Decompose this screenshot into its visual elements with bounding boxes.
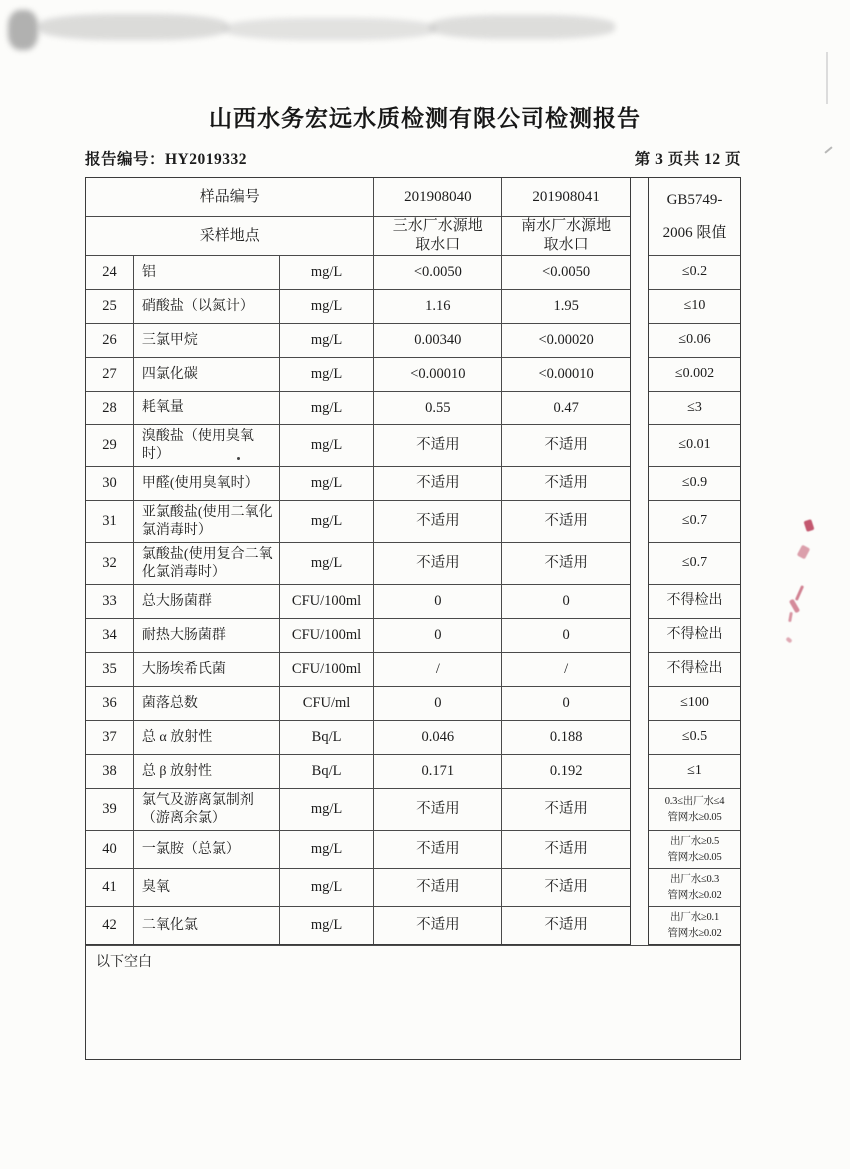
param-name: 四氯化碳 xyxy=(134,358,280,391)
row-number: 27 xyxy=(86,358,134,391)
limit-value: ≤1 xyxy=(649,754,740,788)
param-name: 氯气及游离氯制剂（游离余氯） xyxy=(134,789,280,830)
param-unit: CFU/100ml xyxy=(280,653,375,686)
sample1-value: 不适用 xyxy=(374,907,502,944)
sample2-value: 不适用 xyxy=(544,801,588,818)
row-number: 42 xyxy=(86,907,134,944)
row-number: 40 xyxy=(86,831,134,868)
table-row xyxy=(86,830,630,868)
page-indicator: 第 3 页共 12 页 xyxy=(634,151,741,168)
main-table xyxy=(85,177,631,945)
param-unit: mg/L xyxy=(280,543,375,584)
location-label: 采样地点 xyxy=(86,217,374,255)
sample-no-label: 样品编号 xyxy=(86,178,374,216)
param-unit: CFU/100ml xyxy=(280,585,375,618)
param-unit: mg/L xyxy=(280,392,375,424)
row-number: 28 xyxy=(86,392,134,424)
sample2-value: 0.188 xyxy=(549,729,583,746)
page-title: 山西水务宏远水质检测有限公司检测报告 xyxy=(209,106,641,132)
red-bleed-mark xyxy=(785,637,792,644)
table-row xyxy=(86,289,630,323)
scan-smudge xyxy=(38,14,228,40)
sample2-value: 不适用 xyxy=(544,879,588,896)
sample2-value: 不适用 xyxy=(544,917,588,934)
row-number: 31 xyxy=(86,501,134,542)
location-1: 三水厂水源地取水口 xyxy=(374,217,502,255)
footer-blank-row xyxy=(85,945,741,1060)
param-unit: CFU/ml xyxy=(280,687,375,720)
sample1-value: <0.00010 xyxy=(374,358,502,391)
sample2-value: 不适用 xyxy=(544,513,588,530)
red-bleed-mark xyxy=(795,585,804,601)
param-name: 亚氯酸盐(使用二氧化氯消毒时） xyxy=(134,501,280,542)
param-name: 总大肠菌群 xyxy=(134,585,280,618)
sample2-value: <0.00010 xyxy=(538,366,594,383)
param-unit: mg/L xyxy=(280,425,375,466)
row-number: 26 xyxy=(86,324,134,357)
param-unit: Bq/L xyxy=(280,755,375,788)
row-number: 35 xyxy=(86,653,134,686)
row-number: 30 xyxy=(86,467,134,500)
table-row xyxy=(86,906,630,944)
sample2-value: 1.95 xyxy=(553,298,579,315)
sample2-value: <0.0050 xyxy=(542,264,591,281)
table-row xyxy=(86,868,630,906)
param-name: 臭氧 xyxy=(134,869,280,906)
limit-header-line2: 2006 限值 xyxy=(662,224,727,241)
sample2-value: 0 xyxy=(562,593,570,610)
limit-value: 出厂水≤0.3 管网水≥0.02 xyxy=(649,868,740,906)
sample1-value: / xyxy=(374,653,502,686)
sample2-value: <0.00020 xyxy=(538,332,594,349)
sample2-value: 0.192 xyxy=(549,763,583,780)
param-name: 铝 xyxy=(134,256,280,289)
sample1-value: 不适用 xyxy=(374,501,502,542)
table-row xyxy=(86,323,630,357)
sample1-value: 不适用 xyxy=(374,467,502,500)
limit-value: ≤10 xyxy=(649,289,740,323)
sample1-value: 0 xyxy=(374,687,502,720)
sample1-value: 不适用 xyxy=(374,425,502,466)
limit-value: ≤0.5 xyxy=(649,720,740,754)
location-2: 南水厂水源地取水口 xyxy=(521,218,612,253)
param-name: 耗氧量 xyxy=(134,392,280,424)
limit-value: ≤0.7 xyxy=(649,500,740,542)
limit-value: 不得检出 xyxy=(649,618,740,652)
param-name: 三氯甲烷 xyxy=(134,324,280,357)
param-unit: mg/L xyxy=(280,907,375,944)
red-bleed-mark xyxy=(803,519,814,532)
param-unit: mg/L xyxy=(280,501,375,542)
sample1-value: 0.171 xyxy=(374,755,502,788)
table-row xyxy=(86,788,630,830)
limit-value: 不得检出 xyxy=(649,584,740,618)
limit-column xyxy=(648,177,741,945)
param-unit: mg/L xyxy=(280,831,375,868)
param-unit: mg/L xyxy=(280,467,375,500)
table-row xyxy=(86,618,630,652)
param-unit: CFU/100ml xyxy=(280,619,375,652)
limit-value: ≤0.01 xyxy=(649,424,740,466)
row-number: 24 xyxy=(86,256,134,289)
sample2-value: 0.47 xyxy=(553,399,579,416)
sample1-value: 不适用 xyxy=(374,543,502,584)
row-number: 36 xyxy=(86,687,134,720)
sample2-value: 不适用 xyxy=(544,475,588,492)
scan-smudge xyxy=(8,10,38,50)
limit-value: 不得检出 xyxy=(649,652,740,686)
limit-header xyxy=(649,178,740,255)
scan-smudge xyxy=(225,18,435,40)
param-name: 二氧化氯 xyxy=(134,907,280,944)
param-unit: mg/L xyxy=(280,789,375,830)
param-name: 溴酸盐（使用臭氧时） xyxy=(134,425,280,466)
row-number: 38 xyxy=(86,755,134,788)
header-row-location xyxy=(86,216,630,255)
table-row xyxy=(86,466,630,500)
limit-value: ≤0.002 xyxy=(649,357,740,391)
table-row xyxy=(86,686,630,720)
limit-value: ≤0.9 xyxy=(649,466,740,500)
limit-value: 0.3≤出厂水≤4 管网水≥0.05 xyxy=(649,788,740,830)
table-row xyxy=(86,391,630,424)
red-bleed-mark xyxy=(797,545,811,560)
table-row xyxy=(86,424,630,466)
sample1-value: 0 xyxy=(374,585,502,618)
param-name: 耐热大肠菌群 xyxy=(134,619,280,652)
param-unit: mg/L xyxy=(280,869,375,906)
results-table xyxy=(85,177,741,1060)
sample2-value: 不适用 xyxy=(544,841,588,858)
row-number: 33 xyxy=(86,585,134,618)
table-row xyxy=(86,255,630,289)
param-name: 氯酸盐(使用复合二氧化氯消毒时） xyxy=(134,543,280,584)
param-name: 总 α 放射性 xyxy=(134,721,280,754)
table-row xyxy=(86,754,630,788)
param-name: 硝酸盐（以氮计） xyxy=(134,290,280,323)
row-number: 41 xyxy=(86,869,134,906)
param-unit: mg/L xyxy=(280,358,375,391)
sample2-value: / xyxy=(564,661,569,678)
sample2-value: 不适用 xyxy=(544,555,588,572)
sample2-value: 0 xyxy=(562,695,570,712)
red-bleed-mark xyxy=(788,612,793,622)
sample1-value: 0.55 xyxy=(374,392,502,424)
row-number: 25 xyxy=(86,290,134,323)
sample1-value: 1.16 xyxy=(374,290,502,323)
table-row xyxy=(86,542,630,584)
limit-value: 出厂水≥0.5 管网水≥0.05 xyxy=(649,830,740,868)
param-name: 大肠埃希氏菌 xyxy=(134,653,280,686)
scan-line-artifact xyxy=(826,52,828,104)
param-name: 甲醛(使用臭氧时） xyxy=(134,467,280,500)
param-unit: mg/L xyxy=(280,290,375,323)
limit-value: ≤0.2 xyxy=(649,255,740,289)
param-name: 菌落总数 xyxy=(134,687,280,720)
row-number: 39 xyxy=(86,789,134,830)
sample2-value: 0 xyxy=(562,627,570,644)
sample1-value: 0.00340 xyxy=(374,324,502,357)
sample-id-2: 201908041 xyxy=(532,188,600,205)
sample1-value: <0.0050 xyxy=(374,256,502,289)
param-name: 一氯胺（总氯） xyxy=(134,831,280,868)
sample-id-1: 201908040 xyxy=(374,178,502,216)
limit-value: ≤0.06 xyxy=(649,323,740,357)
table-row xyxy=(86,584,630,618)
sample1-value: 0 xyxy=(374,619,502,652)
table-row xyxy=(86,357,630,391)
scan-mark xyxy=(824,146,832,153)
table-row xyxy=(86,652,630,686)
row-number: 29 xyxy=(86,425,134,466)
row-number: 32 xyxy=(86,543,134,584)
param-unit: mg/L xyxy=(280,256,375,289)
limit-value: ≤100 xyxy=(649,686,740,720)
limit-header-line1: GB5749- xyxy=(666,192,723,209)
header-row-sample-id xyxy=(86,178,630,216)
report-meta xyxy=(85,147,741,169)
param-unit: Bq/L xyxy=(280,721,375,754)
scan-smudge xyxy=(430,15,615,39)
row-number: 37 xyxy=(86,721,134,754)
sample1-value: 不适用 xyxy=(374,789,502,830)
sample2-value: 不适用 xyxy=(544,437,588,454)
table-row xyxy=(86,500,630,542)
sample1-value: 不适用 xyxy=(374,869,502,906)
limit-value: 出厂水≥0.1 管网水≥0.02 xyxy=(649,906,740,944)
sample1-value: 不适用 xyxy=(374,831,502,868)
report-number: 报告编号：HY2019332 xyxy=(85,151,248,168)
limit-value: ≤0.7 xyxy=(649,542,740,584)
limit-value: ≤3 xyxy=(649,391,740,424)
table-row xyxy=(86,720,630,754)
param-unit: mg/L xyxy=(280,324,375,357)
sample1-value: 0.046 xyxy=(374,721,502,754)
param-name: 总 β 放射性 xyxy=(134,755,280,788)
row-number: 34 xyxy=(86,619,134,652)
table-gap-column xyxy=(631,177,648,945)
red-bleed-mark xyxy=(789,599,800,614)
footer-note: 以下空白 xyxy=(96,955,152,970)
